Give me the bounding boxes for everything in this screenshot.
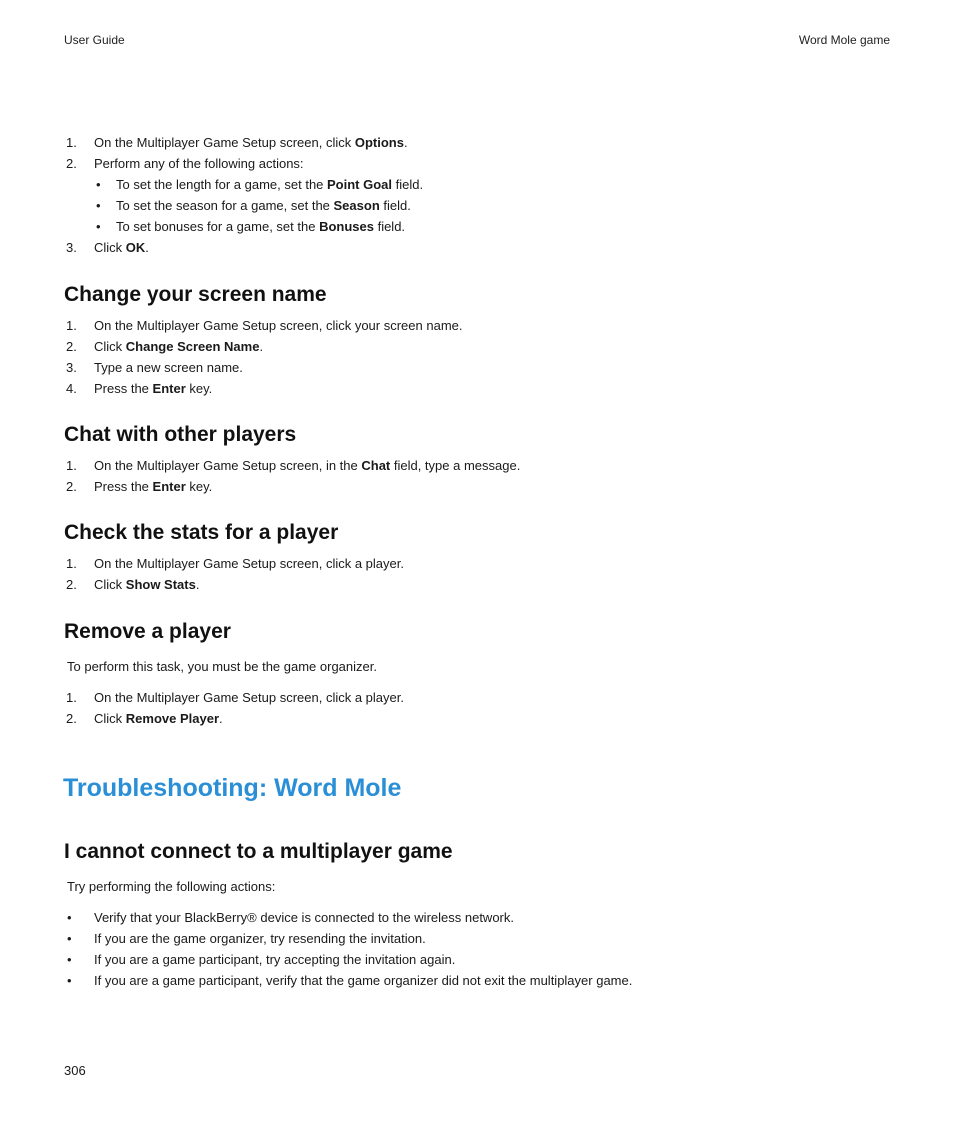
step-text: On the Multiplayer Game Setup screen, in the Chat field, type a message. — [94, 458, 521, 473]
bullet-text: If you are the game organizer, try resending the invitation. — [94, 931, 426, 946]
list-item — [0, 455, 954, 476]
page-number: 306 — [64, 1063, 86, 1078]
list-item — [0, 153, 954, 174]
list-item — [0, 378, 954, 399]
bullet-text: If you are a game participant, try accepting the invitation again. — [94, 952, 456, 967]
step-text: On the Multiplayer Game Setup screen, click your screen name. — [94, 318, 463, 333]
bullet-icon: • — [67, 952, 72, 967]
bullet-text: Verify that your BlackBerry® device is connected to the wireless network. — [94, 910, 514, 925]
step-number: 2. — [66, 577, 77, 592]
troubleshooting-actions-list — [0, 907, 954, 991]
list-item — [0, 708, 954, 729]
step-text: Click OK. — [94, 240, 149, 255]
step-text: Perform any of the following actions: — [94, 156, 304, 171]
step-text: To set the season for a game, set the Season field. — [116, 198, 411, 213]
section-heading-chat: Chat with other players — [64, 423, 297, 446]
remove-intro: To perform this task, you must be the game organizer. — [67, 659, 377, 674]
step-number: 1. — [66, 458, 77, 473]
step-number: 1. — [66, 135, 77, 150]
stats-steps — [0, 553, 954, 595]
step-text: Press the Enter key. — [94, 381, 213, 396]
step-number: 2. — [66, 711, 77, 726]
section-heading-stats: Check the stats for a player — [64, 521, 339, 544]
running-header-left: User Guide — [64, 33, 125, 47]
step-text: Click Show Stats. — [94, 577, 200, 592]
step-text: Type a new screen name. — [94, 360, 243, 375]
sub-list-item — [0, 195, 954, 216]
section-heading-remove-player: Remove a player — [64, 620, 231, 643]
list-item — [0, 357, 954, 378]
list-item — [0, 237, 954, 258]
step-text: On the Multiplayer Game Setup screen, click Options. — [94, 135, 408, 150]
bullet-icon: • — [67, 910, 72, 925]
list-item — [0, 907, 954, 928]
bullet-icon: • — [96, 177, 101, 192]
list-item — [0, 315, 954, 336]
remove-steps — [0, 687, 954, 729]
step-number: 1. — [66, 690, 77, 705]
options-steps-list — [0, 132, 954, 258]
step-number: 2. — [66, 479, 77, 494]
step-number: 4. — [66, 381, 77, 396]
running-header-right: Word Mole game — [798, 33, 890, 47]
bullet-icon: • — [96, 219, 101, 234]
bullet-icon: • — [67, 931, 72, 946]
list-item — [0, 336, 954, 357]
sub-list-item — [0, 174, 954, 195]
list-item — [0, 574, 954, 595]
step-text: Click Change Screen Name. — [94, 339, 264, 354]
step-text: On the Multiplayer Game Setup screen, click a player. — [94, 690, 404, 705]
step-text: To set bonuses for a game, set the Bonuses field. — [116, 219, 406, 234]
section-heading-cannot-connect: I cannot connect to a multiplayer game — [64, 840, 453, 863]
list-item — [0, 553, 954, 574]
step-number: 2. — [66, 156, 77, 171]
step-text: Click Remove Player. — [94, 711, 223, 726]
list-item — [0, 687, 954, 708]
step-text: To set the length for a game, set the Point Goal field. — [116, 177, 424, 192]
bullet-text: If you are a game participant, verify that the game organizer did not exit the multiplayer game. — [94, 973, 633, 988]
step-text: On the Multiplayer Game Setup screen, click a player. — [94, 556, 404, 571]
step-number: 1. — [66, 318, 77, 333]
chapter-heading-troubleshooting: Troubleshooting: Word Mole — [63, 774, 402, 802]
list-item — [0, 970, 954, 991]
step-text: Press the Enter key. — [94, 479, 213, 494]
list-item — [0, 928, 954, 949]
sub-list-item — [0, 216, 954, 237]
list-item — [0, 476, 954, 497]
step-number: 2. — [66, 339, 77, 354]
chat-steps — [0, 455, 954, 497]
section-heading-change-screen-name: Change your screen name — [64, 283, 327, 306]
bullet-icon: • — [67, 973, 72, 988]
step-number: 3. — [66, 240, 77, 255]
step-number: 1. — [66, 556, 77, 571]
troubleshooting-intro: Try performing the following actions: — [67, 879, 276, 894]
list-item — [0, 132, 954, 153]
change-screen-name-steps — [0, 315, 954, 399]
bullet-icon: • — [96, 198, 101, 213]
list-item — [0, 949, 954, 970]
step-number: 3. — [66, 360, 77, 375]
